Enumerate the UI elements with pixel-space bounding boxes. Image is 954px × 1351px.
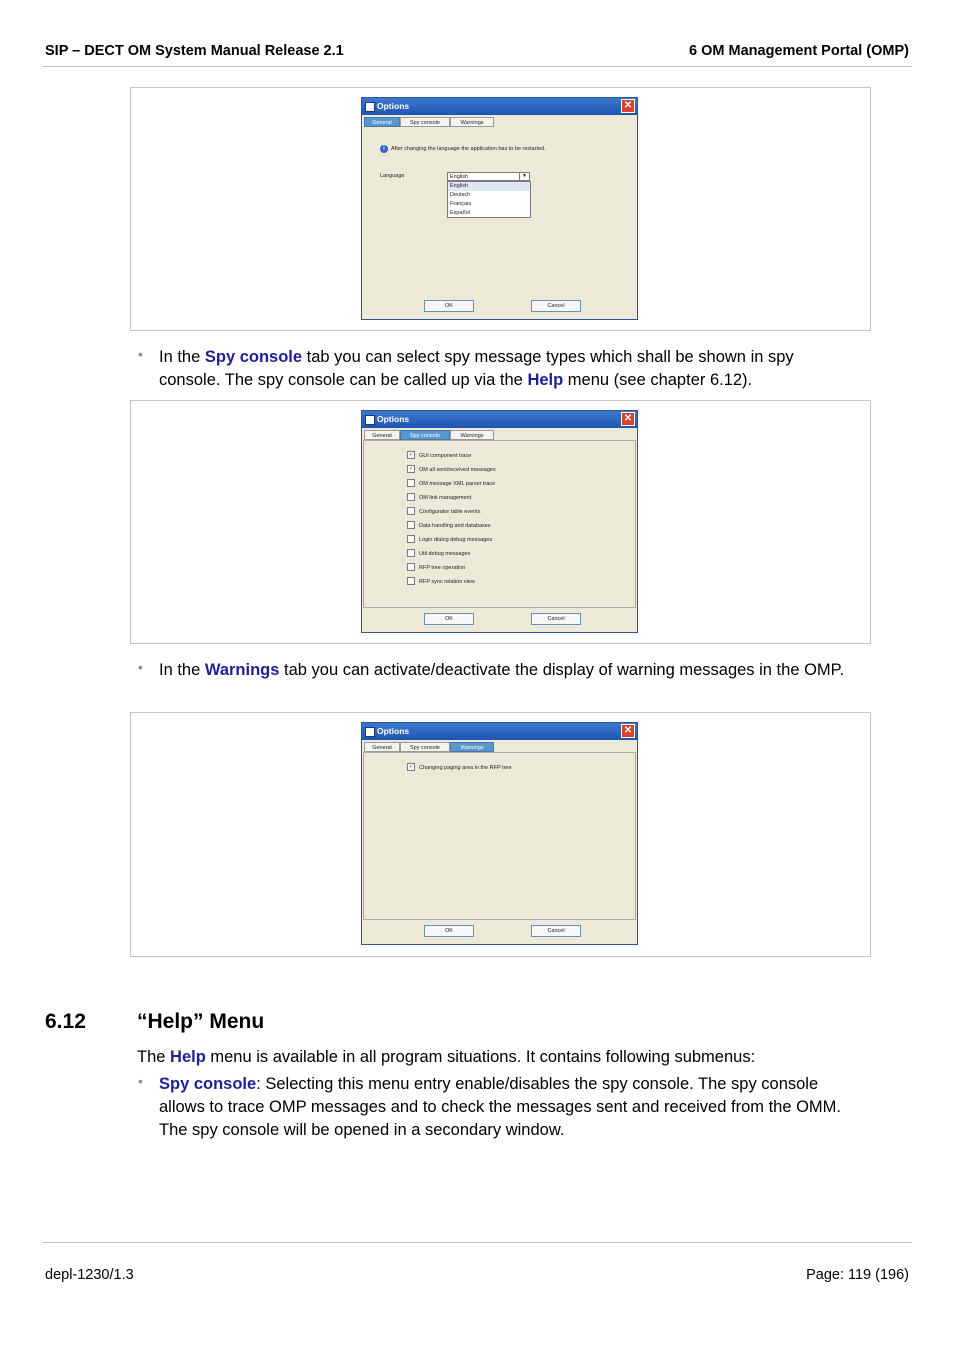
tab-general[interactable]: General: [364, 430, 400, 440]
options-dialog: [361, 722, 638, 945]
language-option[interactable]: Español: [450, 210, 470, 216]
language-label: Language: [380, 173, 405, 179]
ok-button[interactable]: OK: [424, 613, 474, 625]
page-number: Page: 119 (196): [806, 1267, 909, 1283]
language-option[interactable]: Français: [450, 201, 472, 207]
spy-option-row[interactable]: [407, 451, 471, 461]
checkbox[interactable]: [407, 577, 415, 585]
text: In the: [159, 661, 205, 679]
figure-general-tab: [130, 87, 871, 331]
app-icon: [365, 727, 375, 737]
options-dialog: [361, 97, 638, 320]
app-icon: [365, 102, 375, 112]
chevron-down-icon[interactable]: ▼: [519, 173, 529, 180]
warning-option-row[interactable]: [407, 763, 512, 773]
spy-option-row[interactable]: [407, 465, 496, 475]
tab-warnings[interactable]: Warnings: [450, 117, 494, 127]
spy-option-row[interactable]: [407, 493, 471, 503]
tab-general[interactable]: General: [364, 117, 400, 127]
keyword-spy-console: Spy console: [159, 1075, 257, 1093]
cancel-button[interactable]: Cancel: [531, 925, 581, 937]
tab-warnings[interactable]: Warnings: [450, 742, 494, 752]
running-header-title: SIP – DECT OM System Manual Release 2.1: [45, 43, 344, 59]
bullet-spy-console-paragraph: [159, 346, 859, 392]
close-icon[interactable]: ✕: [621, 412, 635, 426]
tab-panel: [363, 127, 636, 295]
spy-option-label: RFP tree operation: [419, 565, 466, 571]
dialog-titlebar[interactable]: [362, 723, 637, 740]
running-header-chapter: 6 OM Management Portal (OMP): [689, 43, 909, 59]
dialog-title: Options: [377, 101, 410, 111]
language-select[interactable]: [447, 172, 530, 181]
spy-option-label: Login dialog debug messages: [419, 537, 493, 543]
footer-divider: [43, 1242, 912, 1243]
text: : Selecting this menu entry enable/disables the spy console. The spy console allows to trace OMP messages and to check the messages sent and received from the OMM. The spy console will be opened in a secondary window.: [159, 1075, 842, 1139]
keyword-warnings: Warnings: [204, 661, 280, 679]
figure-spy-console-tab: [130, 400, 871, 644]
dialog-title: Options: [377, 414, 410, 424]
checkbox[interactable]: [407, 479, 415, 487]
keyword-help: Help: [170, 1048, 206, 1066]
tab-panel: [363, 440, 636, 608]
spy-option-label: Configurator table events: [419, 509, 481, 515]
spy-option-label: Util debug messages: [419, 551, 471, 557]
spy-option-label: OM link management: [419, 495, 472, 501]
language-dropdown-list: [447, 181, 531, 218]
checkbox[interactable]: ✓: [408, 465, 414, 472]
bullet-warnings-paragraph: [159, 659, 859, 682]
language-option[interactable]: Deutsch: [450, 192, 471, 198]
section-title: “Help” Menu: [137, 1010, 265, 1033]
spy-option-row[interactable]: [407, 521, 491, 531]
spy-option-label: GUI component trace: [419, 453, 472, 459]
close-icon[interactable]: ✕: [621, 724, 635, 738]
tab-spy-console[interactable]: Spy console: [400, 430, 450, 440]
text: The: [137, 1048, 171, 1066]
spy-option-row[interactable]: [407, 563, 465, 573]
language-selected-value: English: [450, 174, 469, 180]
cancel-button[interactable]: Cancel: [531, 613, 581, 625]
checkbox[interactable]: [407, 493, 415, 501]
app-icon: [365, 415, 375, 425]
text: In the: [159, 348, 205, 366]
tab-spy-console[interactable]: Spy console: [400, 117, 450, 127]
keyword-help: Help: [527, 371, 564, 389]
dialog-titlebar[interactable]: [362, 98, 637, 115]
spy-option-row[interactable]: [407, 535, 492, 545]
spy-option-label: RFP sync relation view: [419, 579, 475, 585]
info-icon: i: [380, 145, 388, 153]
restart-info-text: After changing the language the application has to be restarted.: [391, 146, 546, 152]
checkbox[interactable]: [407, 507, 415, 515]
checkbox[interactable]: [407, 521, 415, 529]
ok-button[interactable]: OK: [424, 925, 474, 937]
section-intro-paragraph: [137, 1046, 837, 1069]
text: menu (see chapter 6.12).: [563, 371, 753, 389]
spy-option-row[interactable]: [407, 507, 480, 517]
figure-warnings-tab: [130, 712, 871, 957]
tab-spy-console[interactable]: Spy console: [400, 742, 450, 752]
warning-option-label: Changing paging area in the RFP tree: [419, 765, 512, 771]
dialog-titlebar[interactable]: [362, 411, 637, 428]
tab-general[interactable]: General: [364, 742, 400, 752]
bullet-help-spy-console-paragraph: [159, 1073, 849, 1142]
spy-option-row[interactable]: [407, 479, 495, 489]
keyword-spy-console: Spy console: [204, 348, 303, 366]
dialog-title: Options: [377, 726, 410, 736]
spy-option-label: OM all sent/received messages: [419, 467, 496, 473]
bullet-icon: •: [138, 1073, 143, 1089]
spy-option-row[interactable]: [407, 549, 470, 559]
spy-option-label: Data handling and databases: [419, 523, 491, 529]
text: tab you can activate/deactivate the display of warning messages in the OMP.: [279, 661, 845, 679]
cancel-button[interactable]: Cancel: [531, 300, 581, 312]
checkbox[interactable]: [407, 563, 415, 571]
checkbox[interactable]: ✓: [408, 451, 414, 458]
text: menu is available in all program situations. It contains following submenus:: [205, 1048, 756, 1066]
spy-option-label: OM message XML parser trace: [419, 481, 496, 487]
spy-option-row[interactable]: [407, 577, 475, 587]
checkbox[interactable]: [407, 549, 415, 557]
section-number: 6.12: [45, 1010, 86, 1033]
checkbox[interactable]: [407, 535, 415, 543]
text: tab you can select spy message types which shall be shown in spy console. The spy console can be called up via the: [159, 348, 794, 389]
options-dialog: [361, 410, 638, 633]
language-option[interactable]: English: [448, 182, 530, 191]
header-divider: [43, 66, 912, 67]
bullet-icon: •: [138, 659, 143, 675]
tab-panel: [363, 752, 636, 920]
tab-warnings[interactable]: Warnings: [450, 430, 494, 440]
bullet-icon: •: [138, 346, 143, 362]
checkbox[interactable]: ✓: [408, 763, 414, 770]
document-id: depl-1230/1.3: [45, 1267, 134, 1283]
close-icon[interactable]: ✕: [621, 99, 635, 113]
ok-button[interactable]: OK: [424, 300, 474, 312]
